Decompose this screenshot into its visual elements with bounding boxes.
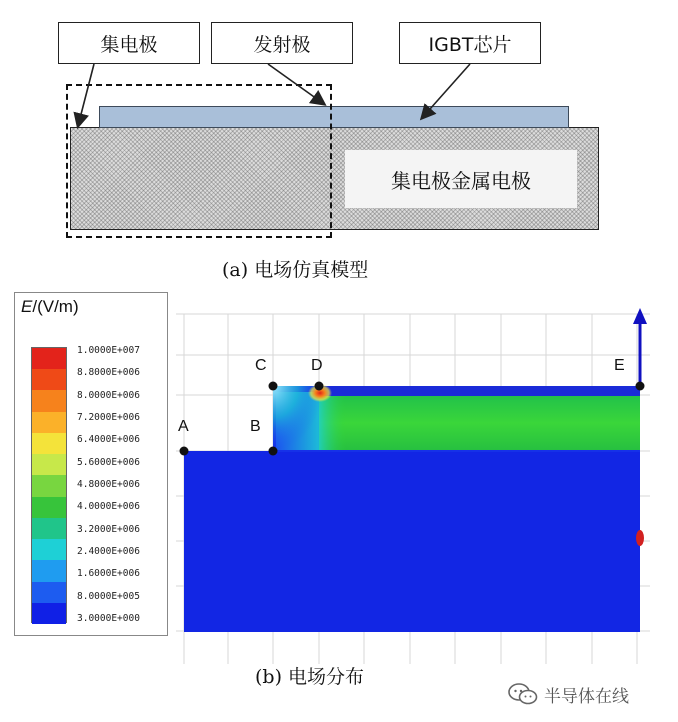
legend-unit: (V/m) [37,297,79,316]
watermark [508,682,629,706]
legend-tick-label: 3.0000E+000 [77,613,140,624]
point-d [315,382,324,391]
legend-tick-label: 8.8000E+006 [77,367,140,379]
simulation-region-outline [66,84,332,238]
legend-color-bar [31,347,67,623]
top-strip [316,386,640,396]
legend-color-segment [32,582,66,604]
legend-tick-label: 4.8000E+006 [77,479,140,490]
legend-tick-label: 8.0000E+006 [77,389,140,401]
legend-tick-label: 8.0000E+005 [77,590,140,602]
point-e [636,382,645,391]
wechat-icon [508,683,538,705]
point-d-label: D [311,357,323,374]
field-legend [14,292,168,636]
point-b-label: B [250,418,261,435]
legend-color-segment [32,390,66,412]
legend-tick-label: 6.4000E+006 [77,434,140,446]
legend-color-segment [32,369,66,391]
legend-title: E/(V/m) [21,297,79,316]
legend-tick-label: 4.0000E+006 [77,501,140,513]
caption-a: (a) 电场仿真模型 [222,259,369,281]
legend-tick-label: 2.4000E+006 [77,546,140,557]
emitter-label-box [211,22,353,64]
legend-color-segment [32,518,66,540]
legend-tick-label: 1.0000E+007 [77,345,140,356]
collector-label-box [58,22,200,64]
legend-color-segment [32,433,66,455]
point-b [269,447,278,456]
caption-b: (b) 电场分布 [255,666,365,688]
field-distribution-plot [176,300,650,664]
collector-label: 集电极 [100,33,158,56]
point-e-label: E [614,357,625,374]
legend-symbol: E [21,297,33,316]
legend-color-segment [32,539,66,561]
point-a [180,447,189,456]
watermark-text: 半导体在线 [544,686,629,707]
high-field-slab [319,396,640,450]
point-a-label: A [178,418,189,435]
lower-region [184,451,640,632]
collector-metal-label-box [345,150,577,208]
point-c-label: C [255,357,267,374]
igbt-chip-label: IGBT芯片 [428,33,512,56]
legend-color-segment [32,454,66,476]
legend-tick-label: 7.2000E+006 [77,412,140,423]
edge-hot-spot [636,530,644,546]
e-field-arrowhead [633,308,647,324]
emitter-label: 发射极 [253,33,311,56]
igbt-chip-label-box [399,22,541,64]
legend-color-segment [32,348,66,370]
legend-tick-label: 1.6000E+006 [77,568,140,580]
legend-tick-label: 5.6000E+006 [77,456,140,468]
legend-tick-label: 3.2000E+006 [77,523,140,535]
legend-color-segment [32,603,66,625]
collector-metal-label: 集电极金属电极 [391,168,531,193]
point-c [269,382,278,391]
legend-color-segment [32,560,66,582]
legend-color-segment [32,412,66,434]
legend-color-segment [32,475,66,497]
legend-color-segment [32,497,66,519]
